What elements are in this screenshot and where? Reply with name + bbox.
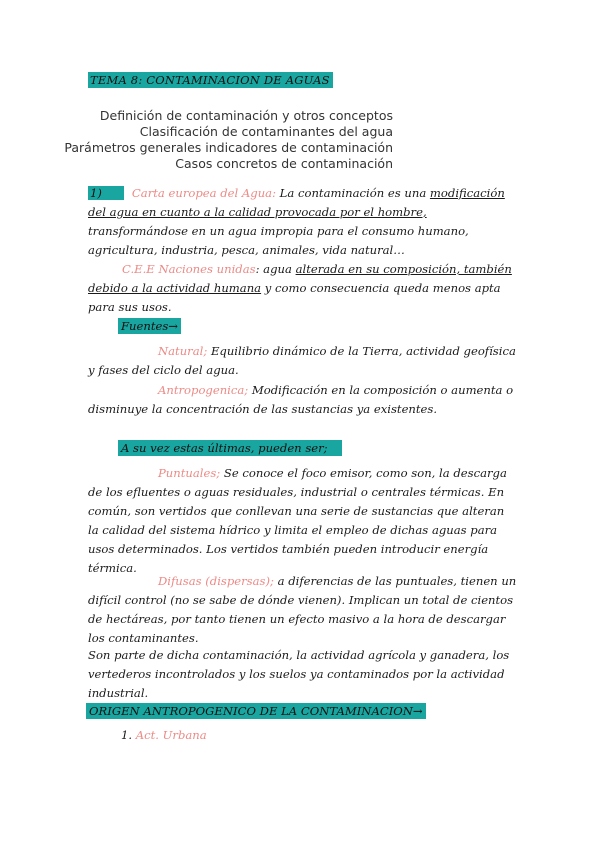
origen-heading: ORIGEN ANTROPOGENICO DE LA CONTAMINACION→ (86, 703, 426, 719)
definition-text: : agua (255, 262, 296, 276)
natural-text: Equilibrio dinámico de la Tierra, actividad geofísica y fases del ciclo del agua. (88, 344, 516, 377)
toc-item: Parámetros generales indicadores de contaminación (64, 140, 393, 155)
antropogenica-paragraph (88, 381, 518, 419)
difusas-text: a diferencias de las puntuales, tienen un difícil control (no se sabe de dónde vienen). Implican un total de cientos de hectáreas, por tanto tienen un efecto masivo a la hora de descargar los contaminantes. (88, 574, 517, 645)
list-item (118, 727, 210, 743)
definition-underlined: alterada en su composición, también debido a la actividad humana (88, 262, 512, 295)
definition-underlined: modificación del agua en cuanto a la calidad provocada por el hombre, (88, 186, 505, 219)
page-title: TEMA 8: CONTAMINACION DE AGUAS (88, 72, 333, 88)
antropogenica-label: Antropogenica; (158, 383, 249, 397)
difusas-label: Difusas (dispersas); (158, 574, 274, 588)
natural-label: Natural; (158, 344, 208, 358)
definition-carta-europea (88, 184, 518, 260)
puntuales-text: Se conoce el foco emisor, como son, la descarga de los efluentes o aguas residuales, industrial o centrales térmicas. En común, son vertidos que conllevan una serie de sustancias que alteran la calidad del sistema hídrico y limita el empleo de dichas aguas para usos determinados. Los vertidos también pueden introducir energía térmica. (88, 466, 507, 575)
toc-item: Definición de contaminación y otros conceptos (99, 108, 393, 123)
list-label: Act. Urbana (135, 728, 207, 742)
subtypes-heading: A su vez estas últimas, pueden ser; (118, 440, 342, 456)
definition-text: transformándose en un agua impropia para el consumo humano, agricultura, industria, pesca, animales, vida natural… (88, 224, 469, 257)
definition-text: La contaminación es una (275, 186, 430, 200)
cee-label: C.E.E Naciones unidas (122, 262, 256, 276)
definition-cee (88, 260, 518, 317)
puntuales-paragraph (88, 464, 518, 578)
puntuales-label: Puntuales; (158, 466, 221, 480)
son-parte-paragraph: Son parte de dicha contaminación, la actividad agrícola y ganadera, los vertederos incontrolados y los suelos ya contaminados por la actividad industrial. (88, 648, 510, 700)
natural-paragraph (88, 342, 518, 380)
antropogenica-text: Modificación en la composición o aumenta o disminuye la concentración de las sustancias ya existentes. (88, 383, 514, 416)
definition-text: y como consecuencia queda menos apta para sus usos. (88, 281, 501, 314)
fuentes-heading: Fuentes→ (118, 318, 181, 334)
toc-item: Casos concretos de contaminación (175, 156, 393, 171)
list-number: 1. (121, 728, 133, 742)
carta-label: Carta europea del Agua: (131, 186, 276, 200)
section-number: 1) (88, 186, 124, 200)
difusas-paragraph (88, 572, 518, 648)
toc-item: Clasificación de contaminantes del agua (139, 124, 393, 139)
